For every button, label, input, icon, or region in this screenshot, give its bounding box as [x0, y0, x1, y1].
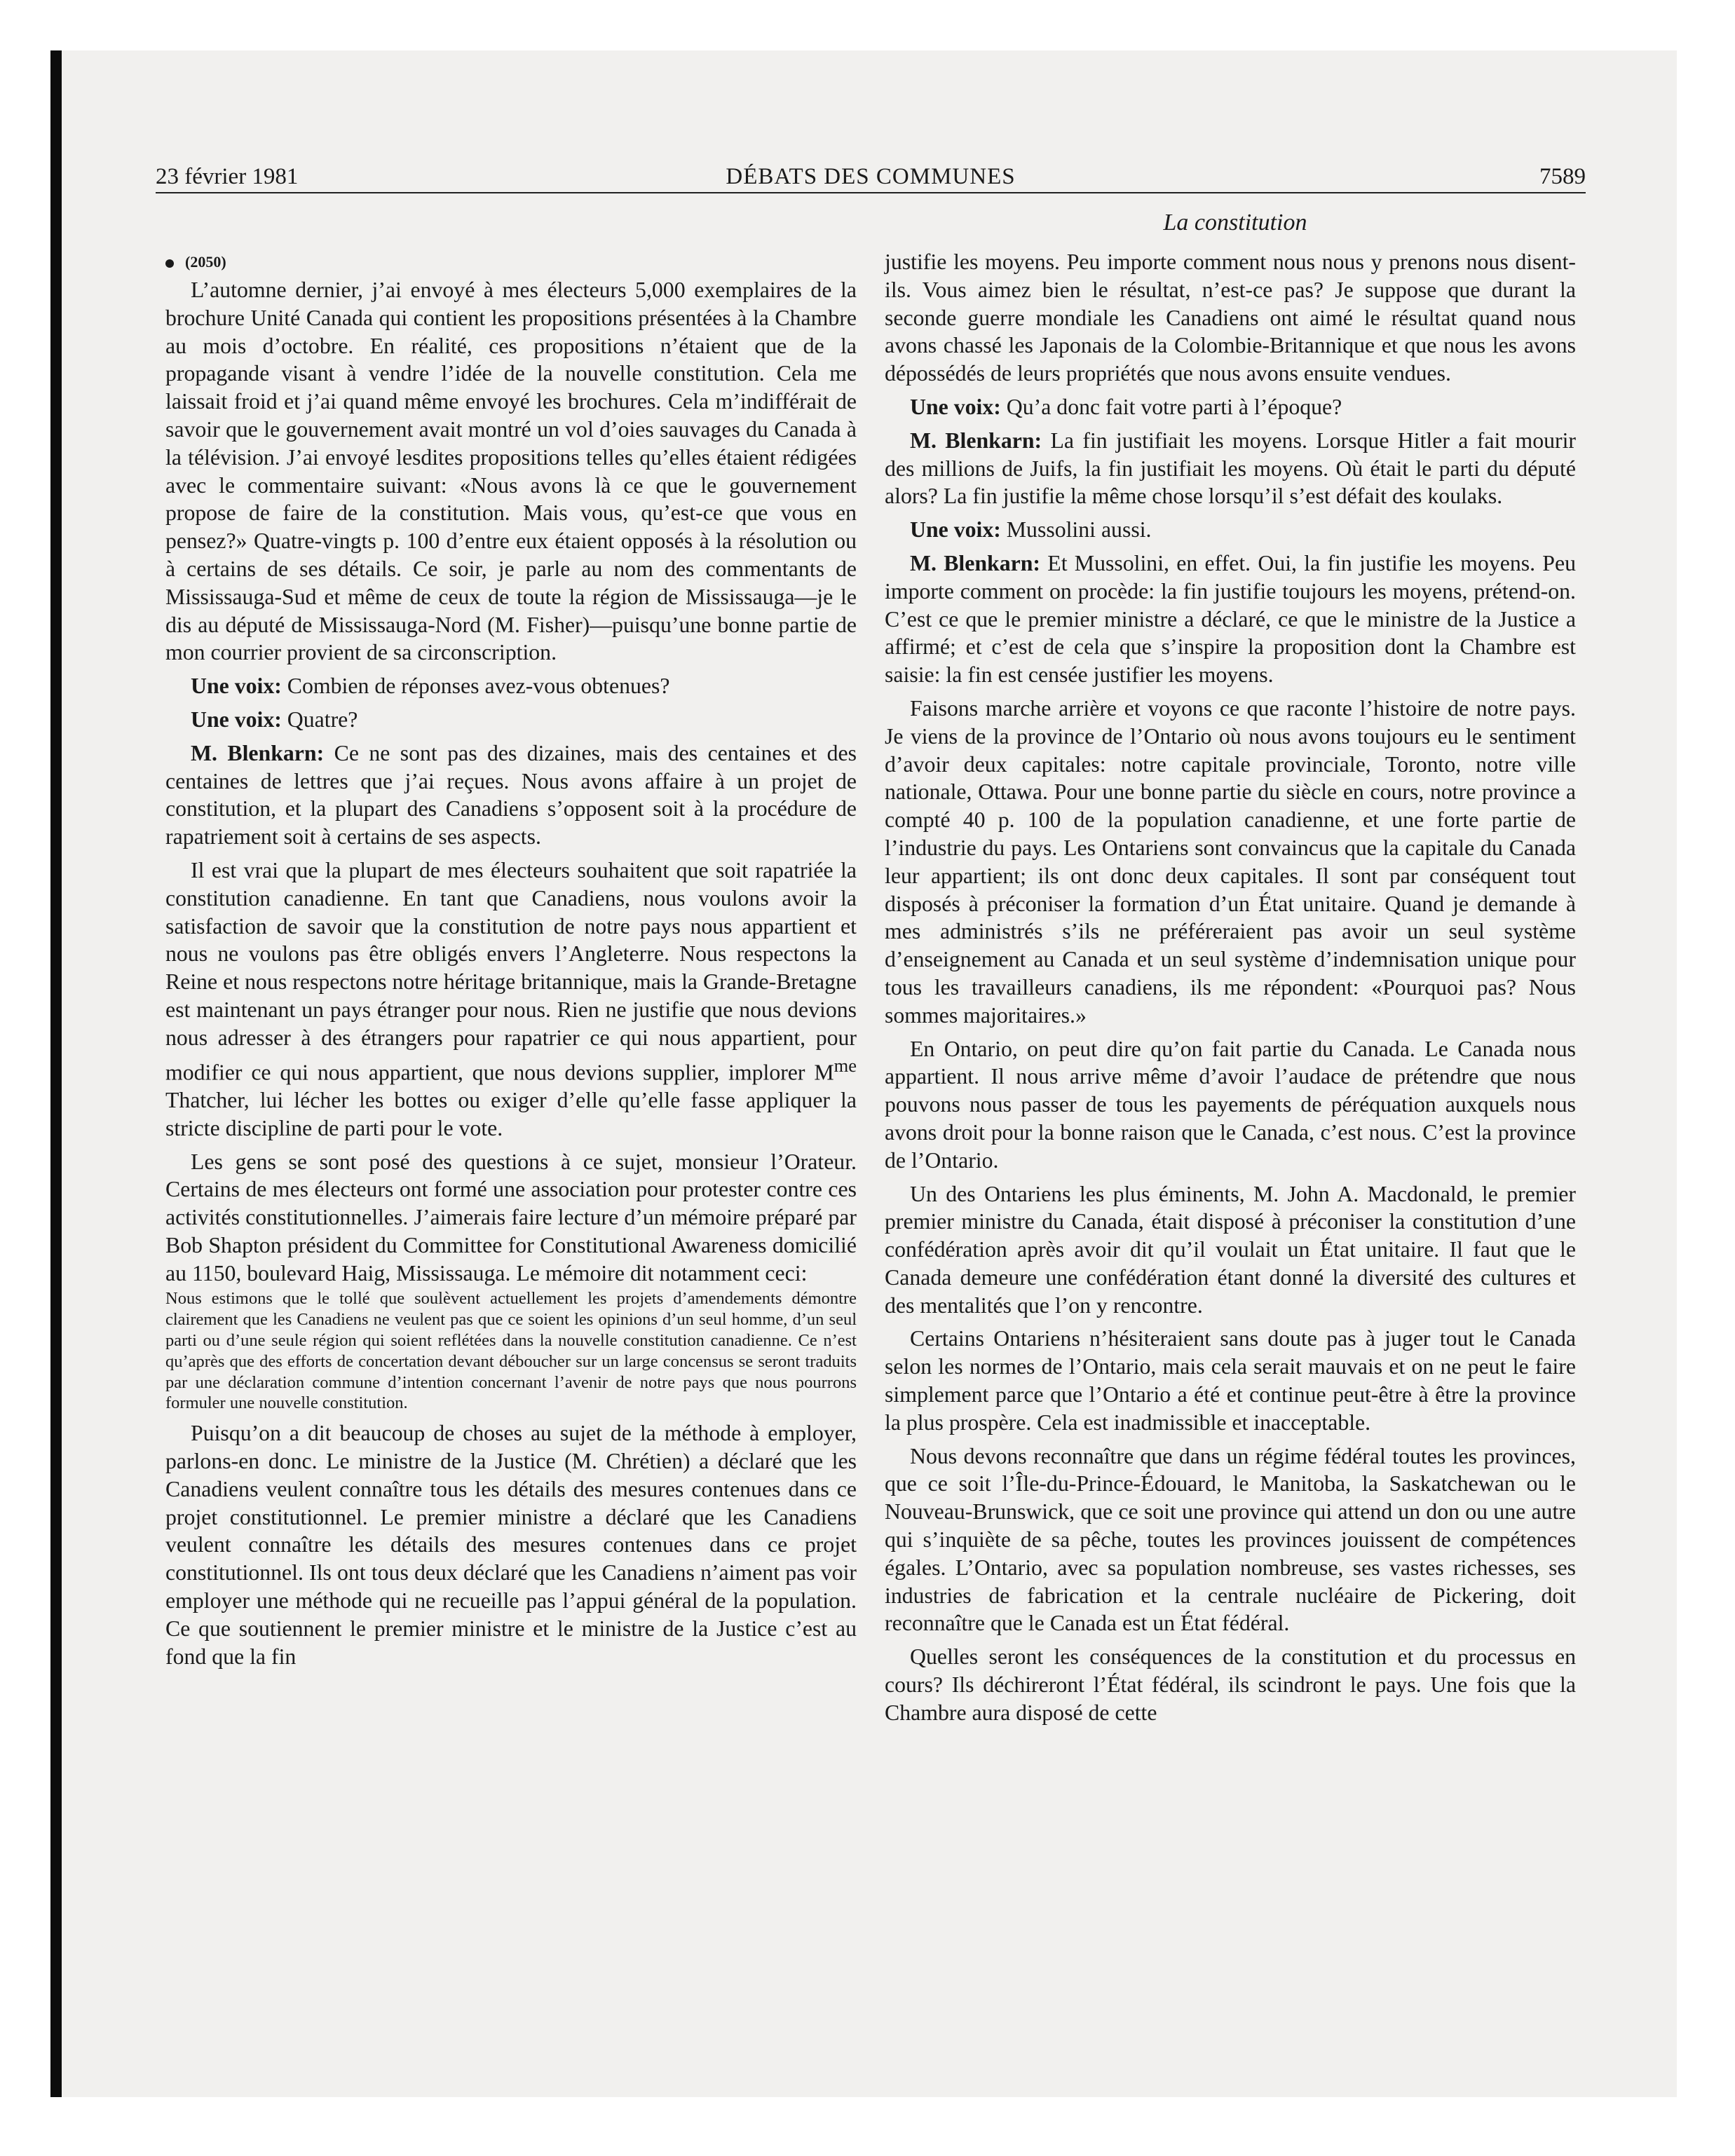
- paragraph: En Ontario, on peut dire qu’on fait partie du Canada. Le Canada nous appartient. Il nous arrive même d’avoir l’audace de prétendre que nous pouvons nous passer de tous les payements de péréquation auxquels nous avons droit pour la bonne raison que le Canada, c’est nous. C’est la province de l’Ontario.: [885, 1036, 1576, 1173]
- speech-text: Et Mussolini, en effet. Oui, la fin justifie les moyens. Peu importe comment on procède: la fin justifie toujours les moyens, prétend-on. C’est ce que le premier ministre a déclaré, ce que le ministre de la Justice a affirmé; et c’est de cela que s’inspire la proposition dont la Chambre est saisie: la fin est censée justifier les moyens.: [885, 550, 1577, 688]
- speech-text: Mussolini aussi.: [1006, 517, 1152, 543]
- speaker-name: Une voix:: [191, 674, 282, 699]
- time-marker: [165, 248, 857, 276]
- section-title: La constitution: [1163, 210, 1307, 236]
- speaker-name: M. Blenkarn:: [191, 740, 325, 765]
- paragraph: Quelles seront les conséquences de la constitution et du processus en cours? Ils déchireront l’État fédéral, ils scindront le pays. Une fois que la Chambre aura disposé de cette: [885, 1644, 1576, 1725]
- header-journal-title: DÉBATS DES COMMUNES: [726, 164, 1016, 189]
- speaker-name: M. Blenkarn:: [910, 428, 1042, 453]
- paragraph: Faisons marche arrière et voyons ce que raconte l’histoire de notre pays. Je viens de la province de l’Ontario où nous avons toujours eu le sentiment d’avoir deux capitales: notre capitale provinciale, Toronto, notre ville nationale, Ottawa. Pour une bonne partie du siècle en cours, notre province a compté 40 p. 100 de la population canadienne, et une forte partie de l’industrie du pays. Les Ontariens sont convaincus que la capitale du Canada leur appartient; ils ont donc deux capitales. Il sont par conséquent tout disposés à préconiser la formation d’un État unitaire. Quand je demande à mes administrés s’ils ne préféreraient pas avoir un seul système d’enseignement au Canada et un seul système d’indemnisation unique pour tous les travailleurs canadiens, ils me répondent: «Pourquoi pas? Nous sommes majoritaires.»: [885, 695, 1576, 1028]
- time-marker-label: (2050): [185, 253, 226, 271]
- speech-text: La fin justifiait les moyens. Lorsque Hitler a fait mourir des millions de Juifs, la fin justifiait les moyens. Où était le parti du député alors? La fin justifie la même chose lorsqu’il s’est défait des koulaks.: [885, 428, 1577, 509]
- paragraph: Nous devons reconnaître que dans un régime fédéral toutes les provinces, que ce soit l’Île-du-Prince-Édouard, le Manitoba, la Saskatchewan ou le Nouveau-Brunswick, que ce soit une province qui attend un don ou une autre qui s’inquiète de sa pêche, toutes les provinces jouissent de compétences égales. L’Ontario, avec sa population nombreuse, ses vastes richesses, ses industries de fabrication et la centrale nucléaire de Pickering, doit reconnaître que le Canada est un État fédéral.: [885, 1443, 1576, 1636]
- speech: [165, 706, 857, 734]
- header-date: 23 février 1981: [156, 164, 299, 189]
- paragraph: Un des Ontariens les plus éminents, M. John A. Macdonald, le premier premier ministre du Canada, était disposé à préconiser la constitution d’une confédération après avoir dit qu’il voulait un État unitaire. Il faut que le Canada demeure une confédération étant donné la diversité des cultures et des mentalités que l’on y rencontre.: [885, 1181, 1576, 1318]
- speech: [885, 393, 1576, 421]
- left-column: [165, 248, 857, 1670]
- scan-border: [50, 50, 62, 2097]
- speech-text: Combien de réponses avez-vous obtenues?: [287, 674, 670, 699]
- speech: [165, 672, 857, 700]
- header-page-number: 7589: [1539, 164, 1586, 189]
- speech: [165, 739, 857, 851]
- speech-text: Quatre?: [287, 707, 358, 732]
- paragraph: Puisqu’on a dit beaucoup de choses au sujet de la méthode à employer, parlons-en donc. Le ministre de la Justice (M. Chrétien) a déclaré que les Canadiens veulent connaître tous les détails des mesures contenues dans ce projet constitutionnel. Le premier ministre a déclaré que les Canadiens veulent connaître les détails des mesures contenues dans ce projet constitutionnel. Ils ont tous deux déclaré que les Canadiens n’aiment pas voir employer une méthode qui ne recueille pas l’appui général de la population. Ce que soutiennent le premier ministre et le ministre de la Justice c’est au fond que la fin: [165, 1421, 857, 1669]
- speaker-name: Une voix:: [910, 517, 1001, 543]
- speaker-name: Une voix:: [191, 707, 282, 732]
- running-header: [156, 158, 1586, 195]
- speaker-name: M. Blenkarn:: [910, 550, 1041, 575]
- paragraph-text: Il est vrai que la plupart de mes électeurs souhaitent que soit rapatriée la constitution canadienne. En tant que Canadiens, nous voulons avoir la satisfaction de savoir que la constitution de notre pays nous appartient et nous ne voulons pas être obligés envers l’Angleterre. Nous respectons la Reine et nous respectons notre héritage britannique, mais la Grande-Bretagne est maintenant un pays étranger pour nous. Rien ne justifie que nous devions nous adresser à des étrangers pour rapatrier ce qui nous appartient, pour modifier ce qui nous appartient, que nous devions supplier, implorer M: [165, 857, 857, 1085]
- bullet-icon: [165, 259, 174, 268]
- speaker-name: Une voix:: [910, 394, 1001, 419]
- speech: [885, 550, 1576, 689]
- header-rule: [156, 192, 1586, 193]
- paragraph-continued: justifie les moyens. Peu importe comment nous nous y prenons nous disent-ils. Vous aimez bien le résultat, n’est-ce pas? Je suppose que durant la seconde guerre mondiale les Canadiens ont aimé le résultat quand nous avons chassé les Japonais de la Colombie-Britannique et que nous les avons dépossédés de leurs propriétés que nous avons ensuite vendues.: [885, 250, 1576, 386]
- paragraph: L’automne dernier, j’ai envoyé à mes électeurs 5,000 exemplaires de la brochure Unité Canada qui contient les propositions présentées à la Chambre au mois d’octobre. En réalité, ces propositions n’étaient que de la propagande visant à vendre l’idée de la nouvelle constitution. Cela me laissait froid et j’ai quand même envoyé les brochures. Cela m’indifférait de savoir que le gouvernement avait montré un vol d’oies sauvages du Canada à la télévision. J’ai envoyé lesdites propositions telles qu’elles étaient rédigées avec le commentaire suivant: «Nous avons là ce que le gouvernement propose de faire de la constitution. Mais vous, qu’est-ce que vous en pensez?» Quatre-vingts p. 100 d’entre eux étaient opposés à la résolution ou à certains de ses détails. Ce soir, je parle au nom des commentants de Mississauga-Sud et même de ceux de toute la région de Mississauga—je le dis au député de Mississauga-Nord (M. Fisher)—puisqu’une bonne partie de mon courrier provient de sa circonscription.: [165, 278, 857, 665]
- paragraph: [165, 857, 857, 1142]
- superscript: me: [834, 1054, 857, 1076]
- speech-text: Qu’a donc fait votre parti à l’époque?: [1006, 394, 1342, 419]
- block-quote: Nous estimons que le tollé que soulèvent actuellement les projets d’amendements démontre clairement que les Canadiens ne veulent pas que ce soient les opinions d’un seul homme, d’un seul parti ou d’une seule région qui soient reflétées dans la nouvelle constitution canadienne. Ce n’est qu’après que des efforts de concertation devant déboucher sur un large concensus se seront traduits par une déclaration commune d’intention concernant l’avenir de notre pays que nous pourrons formuler une nouvelle constitution.: [165, 1289, 857, 1413]
- paragraph: Certains Ontariens n’hésiteraient sans doute pas à juger tout le Canada selon les normes de l’Ontario, mais cela serait mauvais et on ne peut le faire simplement parce que l’Ontario a été et continue peut-être à être la province la plus prospère. Cela est inadmissible et inacceptable.: [885, 1326, 1576, 1435]
- speech: [885, 516, 1576, 544]
- speech: [885, 427, 1576, 510]
- right-column: [885, 248, 1576, 1727]
- speech-text: Ce ne sont pas des dizaines, mais des centaines et des centaines de lettres que j’ai reçues. Nous avons affaire à un projet de constitution, et la plupart des Canadiens s’opposent soit à la procédure de rapatriement soit à certains de ses aspects.: [165, 740, 857, 850]
- paragraph-text: Thatcher, lui lécher les bottes ou exiger d’elle qu’elle fasse appliquer la stricte discipline de parti pour le vote.: [165, 1087, 857, 1140]
- paragraph: Les gens se sont posé des questions à ce sujet, monsieur l’Orateur. Certains de mes électeurs ont formé une association pour protester contre ces activités constitutionnelles. J’aimerais faire lecture d’un mémoire préparé par Bob Shapton président du Committee for Constitutional Awareness domicilié au 1150, boulevard Haig, Mississauga. Le mémoire dit notamment ceci:: [165, 1149, 857, 1285]
